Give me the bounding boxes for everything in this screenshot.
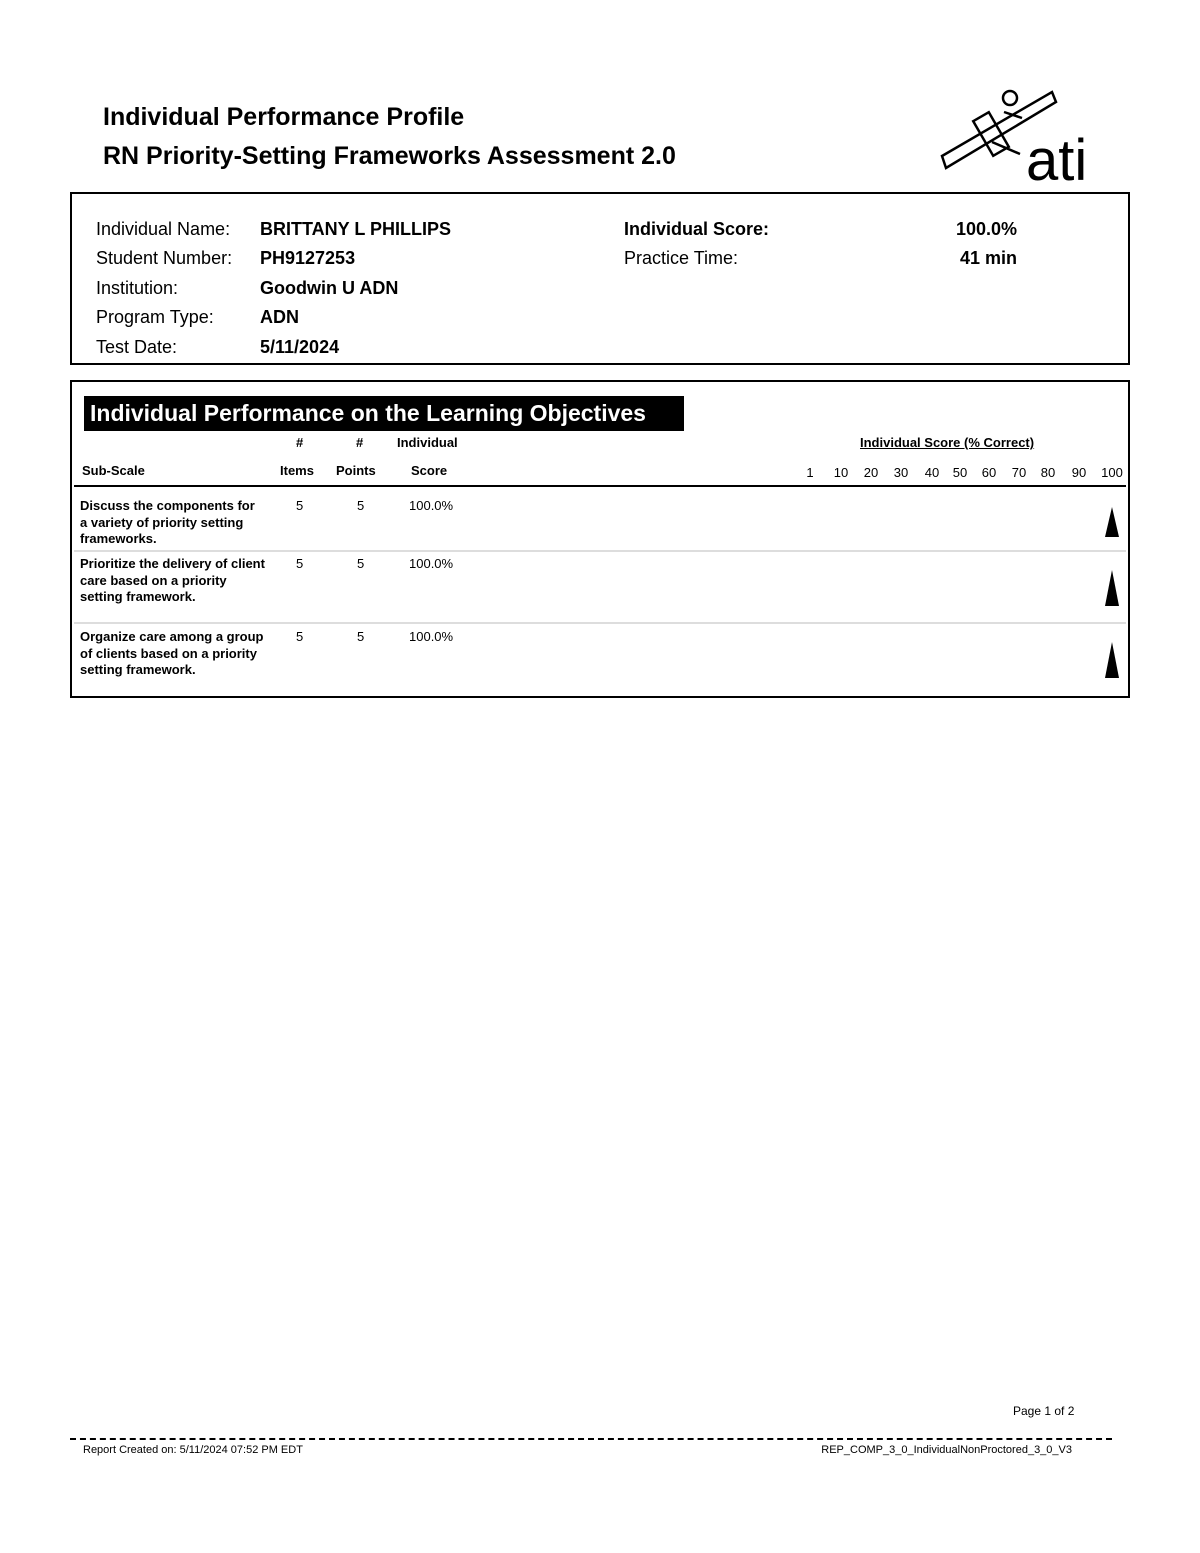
report-code: REP_COMP_3_0_IndividualNonProctored_3_0_V3 — [821, 1444, 1072, 1456]
student-number-value: PH9127253 — [260, 248, 356, 268]
scale-tick: 100 — [1101, 465, 1123, 480]
student-number-label: Student Number: — [96, 248, 233, 268]
logo-text: ati — [1026, 128, 1088, 184]
practice-time-value: 41 min — [960, 248, 1018, 268]
subscale-label: Prioritize the delivery of client care based on a priority setting framework. — [80, 556, 265, 604]
institution-label: Institution: — [96, 278, 179, 298]
items-cell: 5 — [296, 629, 304, 644]
assessment-title: RN Priority-Setting Frameworks Assessment 2.0 — [103, 142, 676, 170]
scale-tick: 20 — [863, 465, 879, 480]
row-divider — [74, 622, 1126, 624]
score-cell: 100.0% — [409, 629, 454, 644]
student-info-panel — [70, 192, 1130, 365]
page-number: Page 1 of 2 — [1013, 1404, 1075, 1418]
name-label: Individual Name: — [96, 219, 231, 239]
items-header-top: # — [296, 435, 304, 450]
score-marker — [1105, 507, 1119, 537]
scale-title: Individual Score (% Correct) — [860, 435, 1035, 450]
scale-tick: 30 — [893, 465, 909, 480]
scale-tick: 40 — [924, 465, 940, 480]
scale-tick: 90 — [1071, 465, 1087, 480]
points-cell: 5 — [357, 498, 365, 513]
scale-tick: 80 — [1040, 465, 1056, 480]
scale-tick: 50 — [952, 465, 968, 480]
items-cell: 5 — [296, 556, 304, 571]
footer-divider — [70, 1438, 1112, 1440]
scale-tick: 60 — [981, 465, 997, 480]
individual-score-label: Individual Score: — [624, 219, 770, 239]
subscale-label: Organize care among a group of clients based on a priority setting framework. — [80, 629, 264, 677]
scale-tick: 10 — [833, 465, 849, 480]
report-title: Individual Performance Profile — [103, 103, 465, 131]
practice-time-label: Practice Time: — [624, 248, 739, 268]
section-heading: Individual Performance on the Learning Objectives — [84, 396, 684, 431]
points-cell: 5 — [357, 556, 365, 571]
points-cell: 5 — [357, 629, 365, 644]
test-date-label: Test Date: — [96, 337, 178, 357]
name-value: BRITTANY L PHILLIPS — [260, 219, 452, 239]
score-header: Score — [411, 463, 448, 478]
scale-tick: 1 — [806, 465, 814, 480]
report-created: Report Created on: 5/11/2024 07:52 PM EDT — [83, 1444, 303, 1456]
program-type-value: ADN — [260, 307, 299, 327]
ati-logo — [934, 84, 1104, 184]
program-type-label: Program Type: — [96, 307, 214, 327]
score-header-top: Individual — [397, 435, 458, 450]
items-header: Items — [280, 463, 314, 478]
individual-score-value: 100.0% — [956, 219, 1018, 239]
row-divider — [74, 550, 1126, 552]
score-marker — [1105, 642, 1119, 678]
header-divider — [74, 485, 1126, 487]
score-marker — [1105, 570, 1119, 606]
scale-tick: 70 — [1011, 465, 1027, 480]
points-header-top: # — [356, 435, 364, 450]
items-cell: 5 — [296, 498, 304, 513]
points-header: Points — [336, 463, 376, 478]
institution-value: Goodwin U ADN — [260, 278, 399, 298]
test-date-value: 5/11/2024 — [260, 337, 340, 357]
subscale-header: Sub-Scale — [82, 463, 145, 478]
subscale-label: Discuss the components for a variety of priority setting frameworks. — [80, 498, 255, 546]
learning-objectives-panel — [70, 380, 1130, 698]
score-cell: 100.0% — [409, 498, 454, 513]
score-cell: 100.0% — [409, 556, 454, 571]
